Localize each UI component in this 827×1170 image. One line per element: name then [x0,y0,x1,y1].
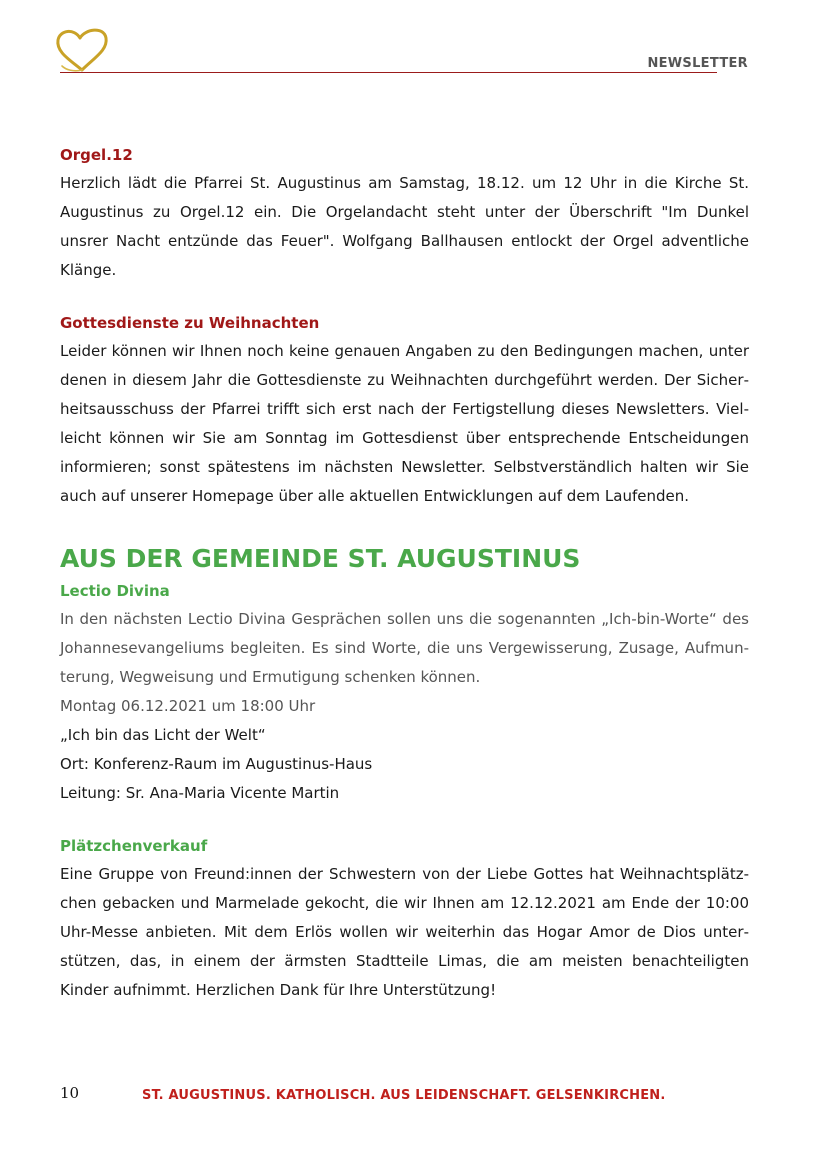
lectio-quote: „Ich bin das Licht der Welt“ [60,726,266,744]
heart-logo-icon [52,26,112,74]
lectio-leader: Leitung: Sr. Ana-Maria Vicente Martin [60,784,340,802]
orgel-text: Herzlich lädt die Pfarrei St. Augustinus am Samstag, 18.12. um 12 Uhr in die Kirche St. Augustinus zu Orgel.12 ein. Die Orgelandacht steht unter der Überschrift "Im Dunkel unsrer Nacht entzünde das Feuer". Wolfgang Ballhausen entlockt der Orgel adventliche Klänge. [60,174,749,279]
plaetzchen-text: Eine Gruppe von Freund:innen der Schwestern von der Liebe Gottes hat Weihnachtsplätzchen gebacken und Marmelade gekocht, die wir Ihnen am 12.12.2021 am Ende der 10:00 Uhr-Messe anbieten. Mit dem Erlös wollen wir weiterhin das Hogar Amor de Dios unterstützen, das, in einem der ärmsten Stadtteile Limas, die am meisten benachteiligten Kinder aufnimmt. Herzlichen Dank für Ihre Unterstützung! [60,865,749,999]
gottesdienste-text: Leider können wir Ihnen noch keine genauen Angaben zu den Bedingungen machen, unter denen in diesem Jahr die Gottesdienste zu Weihnachten durchgeführt werden. Der Sicherheitsausschuss der Pfarrei trifft sich erst nach der Fertigstellung dieses Newsletters. Vielleicht können wir Sie am Sonntag im Gottesdienst über entsprechende Entscheidungen informieren; sonst spätestens im nächsten Newsletter. Selbstverständlich halten wir Sie auch auf unserer Homepage über alle aktuellen Entwicklungen auf dem Laufenden. [60,342,749,505]
lectio-heading: Lectio Divina [60,582,170,600]
header-divider [60,72,717,73]
plaetzchen-heading: Plätzchenverkauf [60,837,208,855]
lectio-text: In den nächsten Lectio Divina Gesprächen sollen uns die sogenannten „Ich-bin-Worte“ des Johannesevangeliums begleiten. Es sind Worte, die uns Vergewisserung, Zusage, Aufmunterung, Wegweisung und Ermutigung schenken können. [60,610,749,686]
gottesdienste-heading: Gottesdienste zu Weihnachten [60,314,320,332]
page-number: 10 [60,1084,80,1102]
lectio-date: Montag 06.12.2021 um 18:00 Uhr [60,697,316,715]
main-content [60,145,749,1005]
section-title-gemeinde: AUS DER GEMEINDE ST. AUGUSTINUS [60,544,581,573]
newsletter-label: NEWSLETTER [647,56,748,71]
lectio-location: Ort: Konferenz-Raum im Augustinus-Haus [60,755,373,773]
orgel-heading: Orgel.12 [60,146,133,164]
footer-tagline: ST. AUGUSTINUS. KATHOLISCH. AUS LEIDENSCHAFT. GELSENKIRCHEN. [142,1088,666,1103]
